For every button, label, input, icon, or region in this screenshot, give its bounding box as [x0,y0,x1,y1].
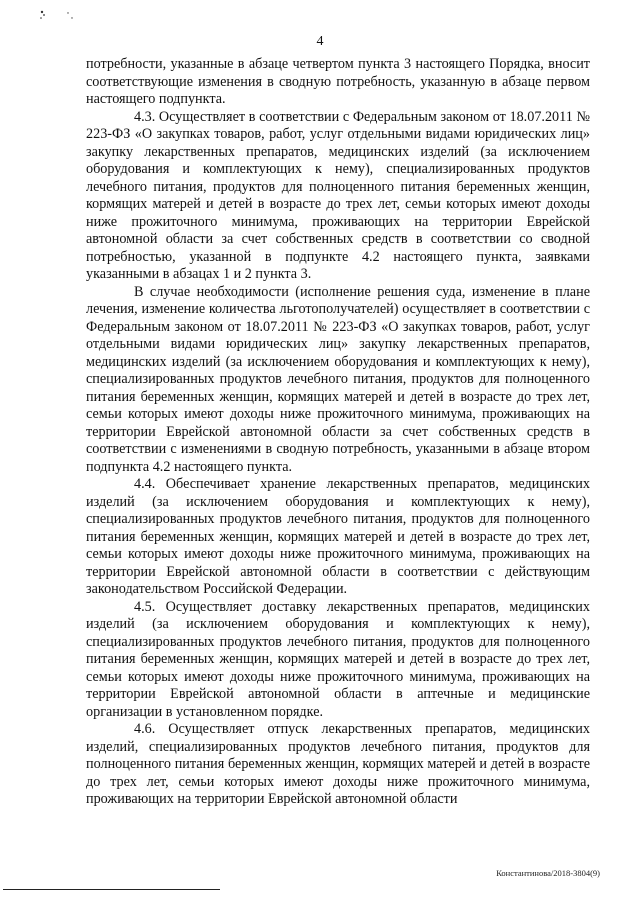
footer-document-code: Константинова/2018-3804(9) [496,868,600,878]
footer-divider [3,889,220,890]
scan-marks [38,8,78,22]
paragraph-item-4-3: 4.3. Осуществляет в соответствии с Федеральным законом от 18.07.2011 № 223-ФЗ «О закупках товаров, работ, услуг отдельными видами юридических лиц» закупку лекарственных препаратов, медицинских изделий (за исключением оборудования и комплектующих к нему), специализированных продуктов лечебного питания, продуктов для полноценного питания беременных женщин, кормящих матерей и детей в возрасте до трех лет, семьи которых имеют доходы ниже прожиточного минимума, проживающих на территории Еврейской автономной области за счет собственных средств в соответствии со сводной потребностью, указанной в подпункте 4.2 настоящего пункта, заявками указанными в абзацах 1 и 2 пункта 3. [86,108,590,282]
paragraph-item-4-5: 4.5. Осуществляет доставку лекарственных препаратов, медицинских изделий (за исключением оборудования и комплектующих к нему), специализированных продуктов лечебного питания, продуктов для полноценного питания беременных женщин, кормящих матерей и детей в возрасте до трех лет, семьи которых имеют доходы ниже прожиточного минимума, проживающих на территории Еврейской автономной области в аптечные и медицинские организации в установленном порядке. [86,598,590,720]
paragraph-continuation: потребности, указанные в абзаце четвертом пункта 3 настоящего Порядка, вносит соответствующие изменения в сводную потребность, указанную в абзаце первом настоящего подпункта. [86,56,590,107]
paragraph-item-4-6: 4.6. Осуществляет отпуск лекарственных препаратов, медицинских изделий, специализированных продуктов лечебного питания, продуктов для полноценного питания беременных женщин, кормящих матерей и детей в возрасте до трех лет, семьи которых имеют доходы ниже прожиточного минимума, проживающих на территории Еврейской автономной области [86,721,590,807]
paragraph-item-4-4: 4.4. Обеспечивает хранение лекарственных препаратов, медицинских изделий (за исключением оборудования и комплектующих к нему), специализированных продуктов лечебного питания, продуктов для полноценного питания беременных женщин, кормящих матерей и детей в возрасте до трех лет, семьи которых имеют доходы ниже прожиточного минимума, проживающих на территории Еврейской автономной области в соответствии с действующим законодательством Российской Федерации. [86,476,590,597]
document-body [86,56,590,809]
page-number: 4 [316,34,324,49]
paragraph-item-4-3-necessity: В случае необходимости (исполнение решения суда, изменение в плане лечения, изменение количества льготополучателей) осуществляет в соответствии с Федеральным законом от 18.07.2011 № 223-ФЗ «О закупках товаров, работ, услуг отдельными видами юридических лиц» закупку лекарственных препаратов, медицинских изделий (за исключением оборудования и комплектующих к нему), специализированных продуктов лечебного питания, продуктов для полноценного питания беременных женщин, кормящих матерей и детей в возрасте до трех лет, семьи которых имеют доходы ниже прожиточного минимума, проживающих на территории Еврейской автономной области за счет собственных средств в соответствии с изменениями в сводную потребность, указанными в абзаце втором подпункта 4.2 настоящего пункта. [86,283,590,475]
